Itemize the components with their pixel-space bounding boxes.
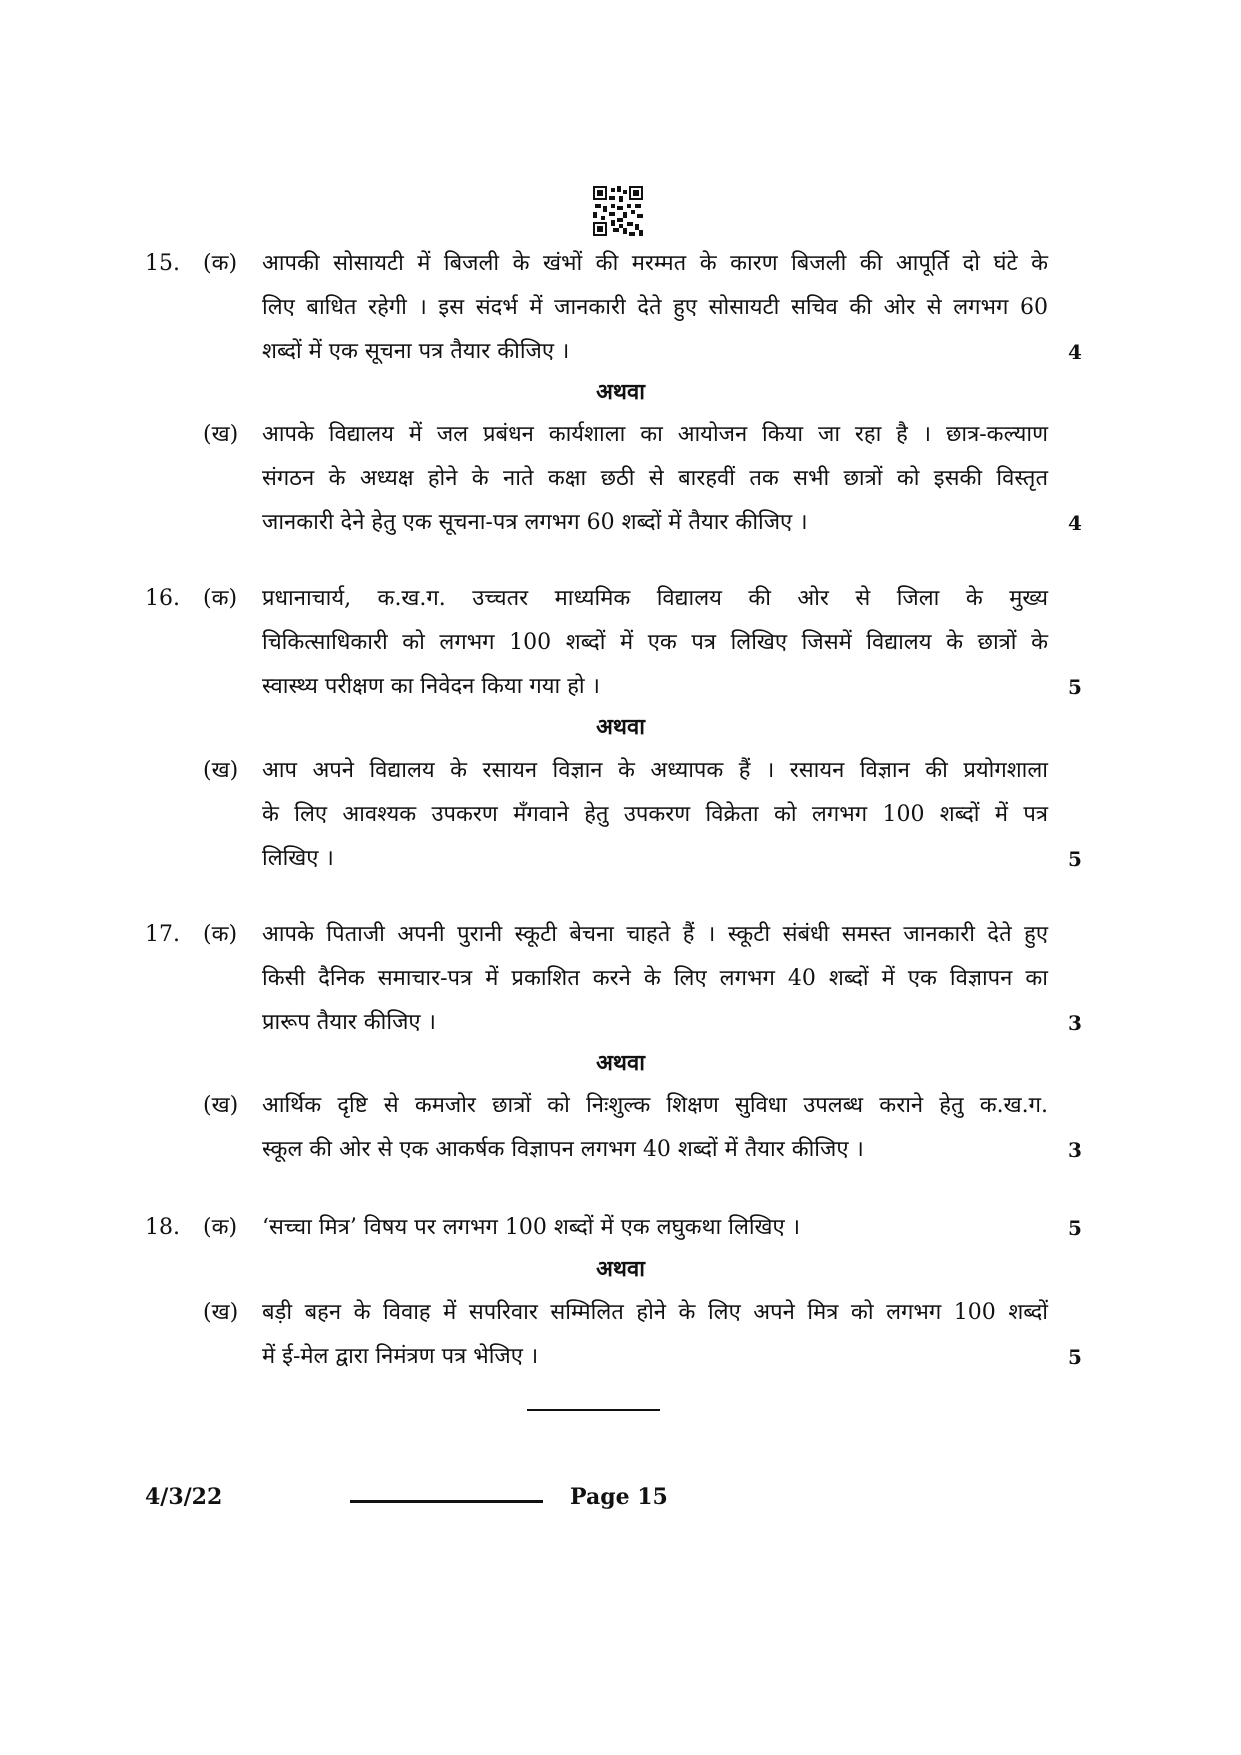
text-line: बड़ी बहन के विवाह में सपरिवार सम्मिलित होने के लिए अपने मित्र को लगभग 100 शब्दों xyxy=(262,1300,1048,1325)
marks: 5 xyxy=(1068,1345,1082,1369)
part-label: (ख) xyxy=(203,422,239,447)
footer-rule xyxy=(350,1500,543,1503)
qr-code xyxy=(593,186,643,236)
question-text xyxy=(262,913,1048,1045)
text-line: स्वास्थ्य परीक्षण का निवेदन किया गया हो । xyxy=(262,674,600,699)
question-text xyxy=(262,1084,1048,1172)
page-number: Page 15 xyxy=(570,1484,668,1510)
text-line: जानकारी देने हेतु एक सूचना-पत्र लगभग 60 शब्दों में तैयार कीजिए । xyxy=(262,510,808,535)
question-text xyxy=(262,242,1048,374)
text-line: प्रधानाचार्य, क.ख.ग. उच्चतर माध्यमिक विद्यालय की ओर से जिला के मुख्य xyxy=(262,586,1048,611)
or-separator: अथवा xyxy=(596,379,645,405)
text-line: ‘सच्चा मित्र’ विषय पर लगभग 100 शब्दों में एक लघुकथा लिखिए । xyxy=(262,1215,801,1240)
text-line: आर्थिक दृष्टि से कमजोर छात्रों को निःशुल्क शिक्षण सुविधा उपलब्ध कराने हेतु क.ख.ग. xyxy=(262,1093,1048,1118)
text-line: चिकित्साधिकारी को लगभग 100 शब्दों में एक पत्र लिखिए जिसमें विद्यालय के छात्रों के xyxy=(262,630,1048,655)
text-line: किसी दैनिक समाचार-पत्र में प्रकाशित करने के लिए लगभग 40 शब्दों में एक विज्ञापन का xyxy=(262,966,1048,991)
text-line: आपकी सोसायटी में बिजली के खंभों की मरम्मत के कारण बिजली की आपूर्ति दो घंटे के xyxy=(262,251,1048,276)
question-text xyxy=(262,1206,1048,1250)
text-line: में ई-मेल द्वारा निमंत्रण पत्र भेजिए । xyxy=(262,1344,539,1369)
marks: 4 xyxy=(1068,511,1082,535)
text-line: प्रारूप तैयार कीजिए । xyxy=(262,1010,436,1035)
end-divider xyxy=(527,1409,660,1411)
question-text xyxy=(262,749,1048,881)
question-number: 18. xyxy=(145,1215,180,1240)
question-number: 17. xyxy=(145,922,180,947)
or-separator: अथवा xyxy=(596,1050,645,1076)
text-line: संगठन के अध्यक्ष होने के नाते कक्षा छठी से बारहवीं तक सभी छात्रों को इसकी विस्तृत xyxy=(262,466,1048,491)
text-line: आपके विद्यालय में जल प्रबंधन कार्यशाला का आयोजन किया जा रहा है । छात्र-कल्याण xyxy=(262,422,1048,447)
part-label: (ख) xyxy=(203,1093,239,1118)
question-text xyxy=(262,413,1048,545)
part-label: (क) xyxy=(203,1215,238,1240)
or-separator: अथवा xyxy=(596,1256,645,1282)
marks: 4 xyxy=(1068,340,1082,364)
marks: 3 xyxy=(1068,1138,1082,1162)
text-line: शब्दों में एक सूचना पत्र तैयार कीजिए । xyxy=(262,339,570,364)
text-line: आप अपने विद्यालय के रसायन विज्ञान के अध्यापक हैं । रसायन विज्ञान की प्रयोगशाला xyxy=(262,758,1048,783)
or-separator: अथवा xyxy=(596,714,645,740)
question-text xyxy=(262,1291,1048,1379)
part-label: (ख) xyxy=(203,1300,239,1325)
text-line: लिखिए । xyxy=(262,846,334,871)
text-line: लिए बाधित रहेगी । इस संदर्भ में जानकारी देते हुए सोसायटी सचिव की ओर से लगभग 60 xyxy=(262,295,1048,320)
text-line: आपके पिताजी अपनी पुरानी स्कूटी बेचना चाहते हैं । स्कूटी संबंधी समस्त जानकारी देते हुए xyxy=(262,922,1048,947)
marks: 5 xyxy=(1068,1216,1082,1240)
part-label: (क) xyxy=(203,586,238,611)
part-label: (क) xyxy=(203,922,238,947)
marks: 5 xyxy=(1068,847,1082,871)
text-line: के लिए आवश्यक उपकरण मँगवाने हेतु उपकरण विक्रेता को लगभग 100 शब्दों में पत्र xyxy=(262,802,1048,827)
question-number: 16. xyxy=(145,586,180,611)
question-text xyxy=(262,577,1048,709)
part-label: (ख) xyxy=(203,758,239,783)
text-line: स्कूल की ओर से एक आकर्षक विज्ञापन लगभग 40 शब्दों में तैयार कीजिए । xyxy=(262,1137,864,1162)
question-number: 15. xyxy=(145,251,180,276)
paper-code: 4/3/22 xyxy=(145,1484,223,1510)
marks: 5 xyxy=(1068,675,1082,699)
marks: 3 xyxy=(1068,1011,1082,1035)
part-label: (क) xyxy=(203,251,238,276)
